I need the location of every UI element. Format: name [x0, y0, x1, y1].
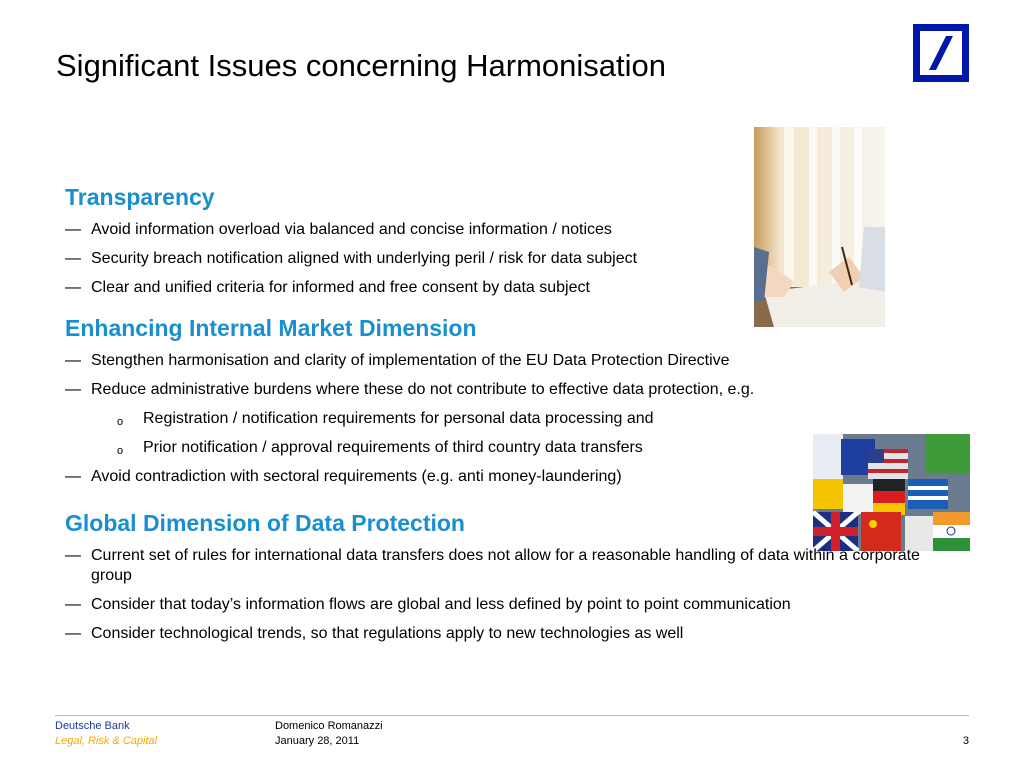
- dash-bullet: —: [65, 381, 81, 398]
- list-item-text: Security breach notification aligned with underlying peril / risk for data subject: [91, 250, 638, 267]
- list-item: [65, 249, 965, 269]
- list-item-text: Stengthen harmonisation and clarity of implementation of the EU Data Protection Directive: [91, 352, 730, 369]
- section-heading-transparency: Transparency: [65, 184, 215, 210]
- dash-bullet: —: [65, 352, 81, 369]
- circle-bullet: o: [117, 416, 124, 428]
- list-item: [65, 351, 965, 371]
- footer-bank-name: Deutsche Bank: [55, 720, 130, 732]
- list-item: [65, 624, 965, 644]
- transparency-list: [65, 220, 965, 298]
- sub-item-text: Registration / notification requirements for personal data processing and: [143, 410, 654, 427]
- list-item: [65, 278, 965, 298]
- list-item-text: Consider technological trends, so that regulations apply to new technologies as well: [91, 625, 684, 642]
- slide-body: [65, 183, 965, 644]
- footer-division: Legal, Risk & Capital: [55, 735, 158, 747]
- list-item: [65, 467, 965, 487]
- sub-item-text: Prior notification / approval requirements of third country data transfers: [143, 439, 643, 456]
- dash-bullet: —: [65, 221, 81, 238]
- list-item-text: Clear and unified criteria for informed and free consent by data subject: [91, 279, 590, 296]
- list-item: [65, 546, 965, 586]
- global-dimension-list: [65, 546, 965, 644]
- footer-author: Domenico Romanazzi: [275, 720, 383, 732]
- sub-list-item: [65, 438, 965, 458]
- footer-date: January 28, 2011: [275, 735, 360, 747]
- circle-bullet: o: [117, 445, 124, 457]
- section-heading-internal-market: Enhancing Internal Market Dimension: [65, 315, 477, 341]
- list-item: [65, 595, 965, 615]
- slide-title: Significant Issues concerning Harmonisation: [56, 48, 666, 83]
- list-item-text: Reduce administrative burdens where these do not contribute to effective data protection, e.g.: [91, 381, 755, 398]
- dash-bullet: —: [65, 279, 81, 296]
- page-number: 3: [962, 735, 969, 747]
- list-item-text: Consider that today’s information flows are global and less defined by point to point communication: [91, 596, 791, 613]
- dash-bullet: —: [65, 625, 81, 642]
- sub-list-item: [65, 409, 965, 429]
- deutsche-bank-logo-icon: [913, 24, 969, 82]
- section-heading-global-dimension: Global Dimension of Data Protection: [65, 510, 465, 536]
- dash-bullet: —: [65, 468, 81, 485]
- dash-bullet: —: [65, 547, 81, 564]
- list-item-text: Avoid contradiction with sectoral requirements (e.g. anti money-laundering): [91, 468, 622, 485]
- footer-divider: [55, 715, 969, 716]
- dash-bullet: —: [65, 250, 81, 267]
- dash-bullet: —: [65, 596, 81, 613]
- list-item: [65, 220, 965, 240]
- list-item-text: Avoid information overload via balanced and concise information / notices: [91, 221, 612, 238]
- internal-market-list: [65, 351, 965, 487]
- list-item-text: Current set of rules for international data transfers does not allow for a reasonable handling of data within a corporate group: [91, 547, 920, 584]
- list-item: [65, 380, 965, 400]
